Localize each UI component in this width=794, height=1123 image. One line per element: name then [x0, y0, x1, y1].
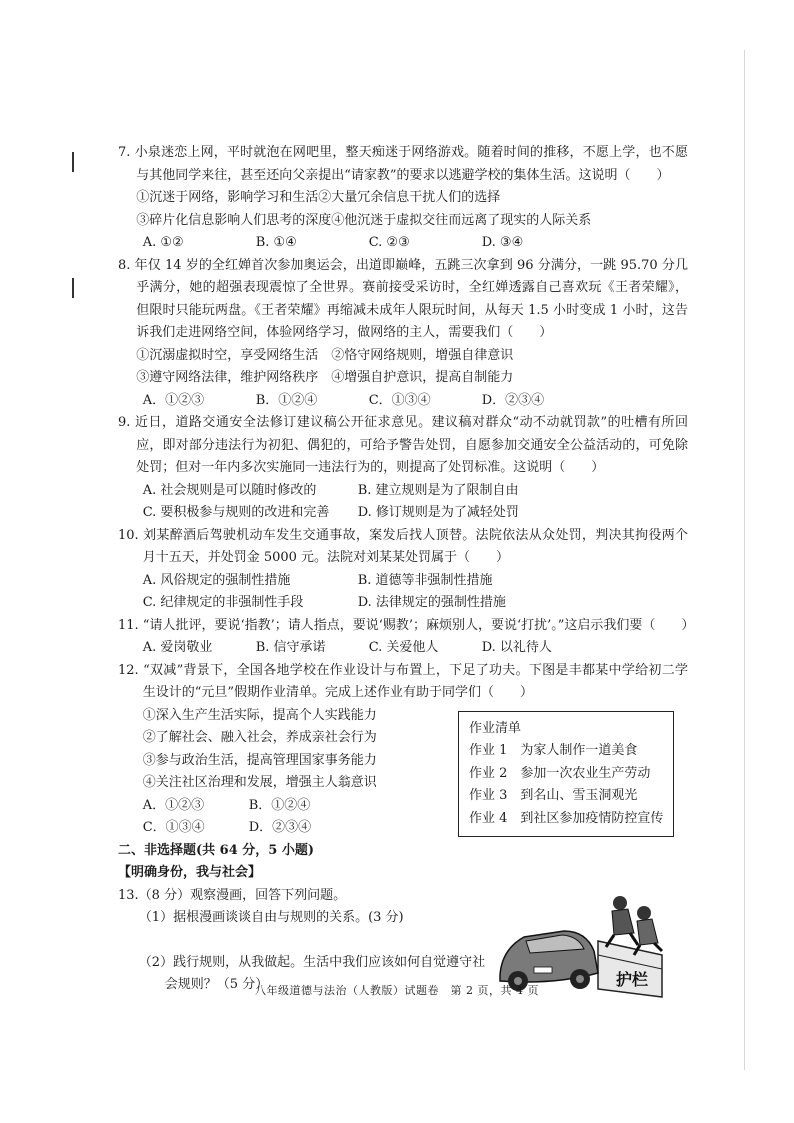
option-d: D. ③④: [481, 235, 524, 250]
question-13: 13.（8 分）观察漫画，回答下列问题。 （1）据根漫画谈谈自由与规则的关系。(3 分) （2）践行规则，从我做起。生活中我们应该如何自觉遵守社 会规则？（5 分） 护栏: [118, 885, 688, 997]
option-c: C. 要积极参与规则的改进和完善: [142, 505, 330, 520]
option-a: A. 社会规则是可以随时修改的: [142, 482, 317, 498]
statement: ④关注社区治理和发展，增强主人翁意识: [142, 775, 377, 790]
option-c: C. 关爱他人: [368, 640, 439, 655]
option-d: D．②③④: [481, 392, 545, 408]
options: [118, 570, 688, 593]
homework-list-box: [458, 711, 674, 838]
options: [118, 795, 448, 818]
homework-item: 作业 2 参加一次农业生产劳动: [469, 765, 651, 781]
question-11: 11. “请人批评，要说‘指教’；请人指点，要说‘赐教’；麻烦别人，要说‘打扰’。”这启示我们要（ ） A. 爱岗敬业 B. 信守承诺 C. 关爱他人 D. 以礼待人: [118, 615, 688, 660]
section-heading: 二、非选择题(共 64 分，5 小题): [118, 842, 315, 858]
options: [118, 637, 688, 660]
option-c: C．①③④: [142, 820, 205, 835]
option-b: B. 建立规则是为了限制自由: [357, 482, 519, 498]
option-c: C．①③④: [368, 392, 431, 408]
option-a: A. ①②: [142, 235, 184, 250]
page-footer: 八年级道德与法治（人教版）试题卷 第 2 页，共 4 页: [255, 984, 539, 997]
question-8: 8. 年仅 14 岁的全红婵首次参加奥运会，出道即巅峰，五跳三次拿到 96 分满分，一跳 95.70 分几乎满分，她的超强表现震惊了全世界。赛前接受采访时，全红婵透露自己喜欢玩《王者荣耀》，但限时只能玩两盘。《王者荣耀》再缩减未成年人限玩时间，从每天 1.5 小时变成 1 小时，这告诉我们走进网络空间，体验网络学习，做网络的主人，需要我们（ ） ①沉溺虚拟时空，享受网络生活 ②恪守网络规则，增强自律意识 ③遵守网络法律，维护网络秩序 ④增强自护意识，提高自制能力 A．①②③ B．①②④ C．①③④ D．②③④: [118, 255, 688, 413]
option-a: A．①②③: [142, 797, 205, 813]
sub-question-1: （1）据根漫画谈谈自由与规则的关系。(3 分): [138, 910, 404, 925]
options: [118, 817, 448, 840]
page-edge-line: [744, 50, 745, 1070]
homework-item: 作业 1 为家人制作一道美食: [469, 743, 638, 758]
binding-mark: [72, 278, 74, 298]
statement: ①沉溺虚拟时空，享受网络生活 ②恪守网络规则，增强自律意识: [136, 347, 514, 363]
statement: ①沉迷于网络，影响学习和生活②大量冗余信息干扰人们的选择: [136, 190, 501, 205]
statement: ②了解社会、融入社会，养成亲社会行为: [142, 730, 377, 745]
option-c: C. ②③: [368, 235, 410, 250]
unit-heading: 【明确身份，我与社会】: [118, 865, 262, 880]
homework-item: 作业 3 到名山、雪玉洞观光: [469, 788, 638, 803]
question-9: 9. 近日，道路交通安全法修订建议稿公开征求意见。建议稿对群众“动不动就罚款”的吐槽有所回应，即对部分违法行为初犯、偶犯的，可给予警告处罚，自愿参加交通安全公益活动的，可免除处罚；但对一年内多次实施同一违法行为的，则提高了处罚标准。这说明（ ） A. 社会规则是可以随时修改的 B. 建立规则是为了限制自由 C. 要积极参与规则的改进和完善 D. 修订规则是为了减轻处罚: [118, 412, 688, 525]
options: [118, 232, 688, 255]
option-a: A. 风俗规定的强制性措施: [142, 572, 291, 588]
sub-question-2: （2）践行规则，从我做起。生活中我们应该如何自觉遵守社: [138, 954, 486, 970]
option-b: B. 道德等非强制性措施: [357, 572, 493, 588]
question-12: 12. “双减”背景下，全国各地学校在作业设计与布置上，下足了功夫。下图是丰都某中学给初二学生设计的“元旦”假期作业清单。完成上述作业有助于同学们（ ） ①深入生产生活实际，提高个人实践能力 ②了解社会、融入社会，养成亲社会行为 ③参与政治生活，提高管理国家事务能力 ④关注社区治理和发展，增强主人翁意识 A．①②③ B．①②④ C．①③④ D．②③④ 作业清单 作业 1 为家人制作一道美食 作业 2 参加一次农业生产劳动 作业 3 到名山、雪玉洞观光 作业 4 到社区参加疫情防控宣传: [118, 660, 688, 840]
homework-item: 作业 4 到社区参加疫情防控宣传: [469, 810, 664, 826]
option-a: A．①②③: [142, 392, 205, 408]
statement: ①深入生产生活实际，提高个人实践能力: [142, 707, 377, 723]
option-d: D. 法律规定的强制性措施: [357, 595, 506, 610]
options: [118, 502, 688, 525]
question-10: 10. 刘某醉酒后驾驶机动车发生交通事故，案发后找人顶替。法院依法从众处罚，判决其拘役两个月十五天，并处罚金 5000 元。法院对刘某某处罚属于（ ） A. 风俗规定的强制性措施 B. 道德等非强制性措施 C. 纪律规定的非强制性手段 D. 法律规定的强制性措施: [118, 525, 688, 615]
options: [118, 480, 688, 503]
options: [118, 592, 688, 615]
options: [118, 390, 688, 413]
question-7: 7. 小泉迷恋上网，平时就泡在网吧里，整天痴迷于网络游戏。随着时间的推移，不愿上学，也不愿与其他同学来往，甚至还向父亲提出“请家教”的要求以逃避学校的集体生活。这说明（ ） ①沉迷于网络，影响学习和生活②大量冗余信息干扰人们的选择 ③碎片化信息影响人们思考的深度④他沉迷于虚拟交往而远离了现实的人际关系 A. ①② B. ①④ C. ②③ D. ③④: [118, 142, 688, 255]
option-b: B. 信守承诺: [255, 640, 326, 655]
statement: ③遵守网络法律，维护网络秩序 ④增强自护意识，提高自制能力: [136, 370, 514, 385]
option-b: B. ①④: [255, 235, 297, 250]
option-b: B．①②④: [255, 392, 318, 408]
option-c: C. 纪律规定的非强制性手段: [142, 595, 304, 610]
option-b: B．①②④: [248, 797, 311, 813]
exam-content: [118, 142, 695, 997]
guardrail-sign: 护栏: [616, 969, 649, 989]
option-a: A. 爱岗敬业: [142, 640, 213, 655]
statement: ③碎片化信息影响人们思考的深度④他沉迷于虚拟交往而远离了现实的人际关系: [136, 212, 592, 228]
homework-list-title: 作业清单: [469, 720, 522, 736]
option-d: D. 以礼待人: [481, 640, 552, 655]
binding-mark: [72, 152, 74, 172]
statement: ③参与政治生活，提高管理国家事务能力: [142, 752, 377, 768]
option-d: D. 修订规则是为了减轻处罚: [357, 505, 519, 520]
option-d: D．②③④: [248, 820, 312, 835]
